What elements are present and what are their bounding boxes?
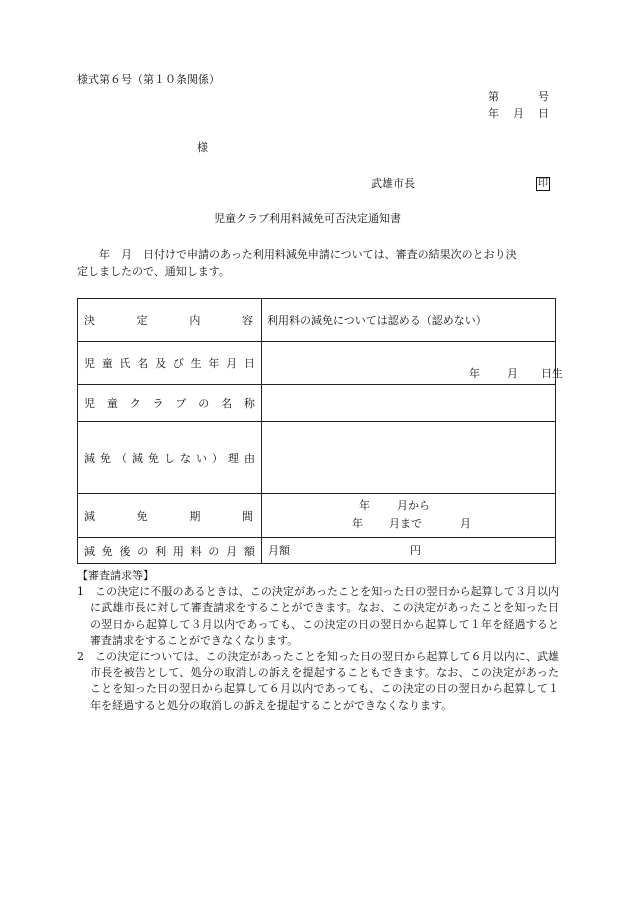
dob-month: 月	[507, 367, 518, 380]
issue-date-month: 月	[513, 107, 524, 120]
reduction-reason-cell	[262, 422, 556, 494]
label-decision: 決 定 内 容	[84, 314, 253, 327]
dob-day: 日生	[541, 367, 563, 380]
period-from-year: 年	[359, 499, 370, 512]
table-row	[78, 494, 556, 538]
intro-line-2: 定しましたので、通知します。	[77, 265, 230, 278]
appeal-notes	[77, 568, 559, 714]
label-club-name: 児 童 ク ラ ブ の 名 称	[84, 397, 255, 410]
label-cell	[78, 494, 262, 538]
period-to-year: 年	[352, 517, 363, 530]
form-number: 様式第６号（第１０条関係）	[77, 73, 220, 86]
table-row	[78, 385, 556, 422]
club-name-cell	[262, 385, 556, 422]
addressee-suffix: 様	[197, 141, 208, 154]
label-child-name-dob: 児 童 氏 名 及 び 生 年 月 日	[84, 357, 255, 370]
period-to-month: 月まで	[389, 517, 422, 530]
label-cell	[78, 538, 262, 564]
issue-date-day: 日	[538, 107, 549, 120]
decision-table	[77, 298, 563, 564]
issuer-name: 武雄市長	[371, 177, 415, 190]
table-row	[78, 299, 556, 342]
note-item-2: 2 この決定については、この決定があったことを知った日の翌日から起算して６月以内に、武雄市長を被告として、処分の取消しの訴えを提起することもできます。なお、この決定があったことを知った日の翌日から起算して６月以内であっても、この決定の日の翌日から起算して１年を経過すると処分の取消しの訴えを提起することができなくなります。	[77, 650, 559, 712]
monthly-fee-cell	[262, 538, 556, 564]
yen-unit: 円	[410, 544, 421, 557]
document-title: 児童クラブ利用料減免可否決定通知書	[214, 212, 401, 225]
child-name-dob-cell	[262, 342, 563, 385]
period-from-month: 月から	[397, 499, 430, 512]
label-monthly-fee: 減 免 後 の 利 用 料 の 月 額	[84, 544, 255, 558]
label-cell	[78, 422, 262, 494]
note-item-1: 1 この決定に不服のあるときは、この決定があったことを知った日の翌日から起算して３月以内に武雄市長に対して審査請求をすることができます。なお、この決定があったことを知った日の翌日から起算して３月以内であっても、この決定の日の翌日から起算して１年を経過すると審査請求をすることができなくなります。	[77, 585, 560, 647]
decision-value: 利用料の減免については認める（認めない）	[262, 299, 556, 342]
label-cell	[78, 299, 262, 342]
issue-date-year: 年	[488, 107, 499, 120]
seal-mark: 印	[538, 178, 548, 189]
reduction-period-cell	[262, 494, 556, 538]
notes-heading: 【審査請求等】	[77, 569, 154, 582]
document-number-prefix: 第	[488, 90, 499, 103]
label-reduction-period: 減 免 期 間	[84, 509, 253, 523]
label-reduction-reason: 減 免 （ 減 免 し な い ） 理 由	[84, 451, 255, 465]
document-number-suffix: 号	[538, 90, 549, 103]
table-row	[78, 538, 556, 564]
table-row	[78, 342, 556, 385]
monthly-label: 月額	[268, 544, 290, 557]
intro-line-1: 年 月 日付けで申請のあった利用料減免申請については、審査の結果次のとおり決	[77, 248, 517, 261]
label-cell	[78, 342, 262, 385]
dob-year: 年	[469, 367, 480, 380]
table-row	[78, 422, 556, 494]
period-months: 月	[460, 517, 471, 530]
label-cell	[78, 385, 262, 422]
